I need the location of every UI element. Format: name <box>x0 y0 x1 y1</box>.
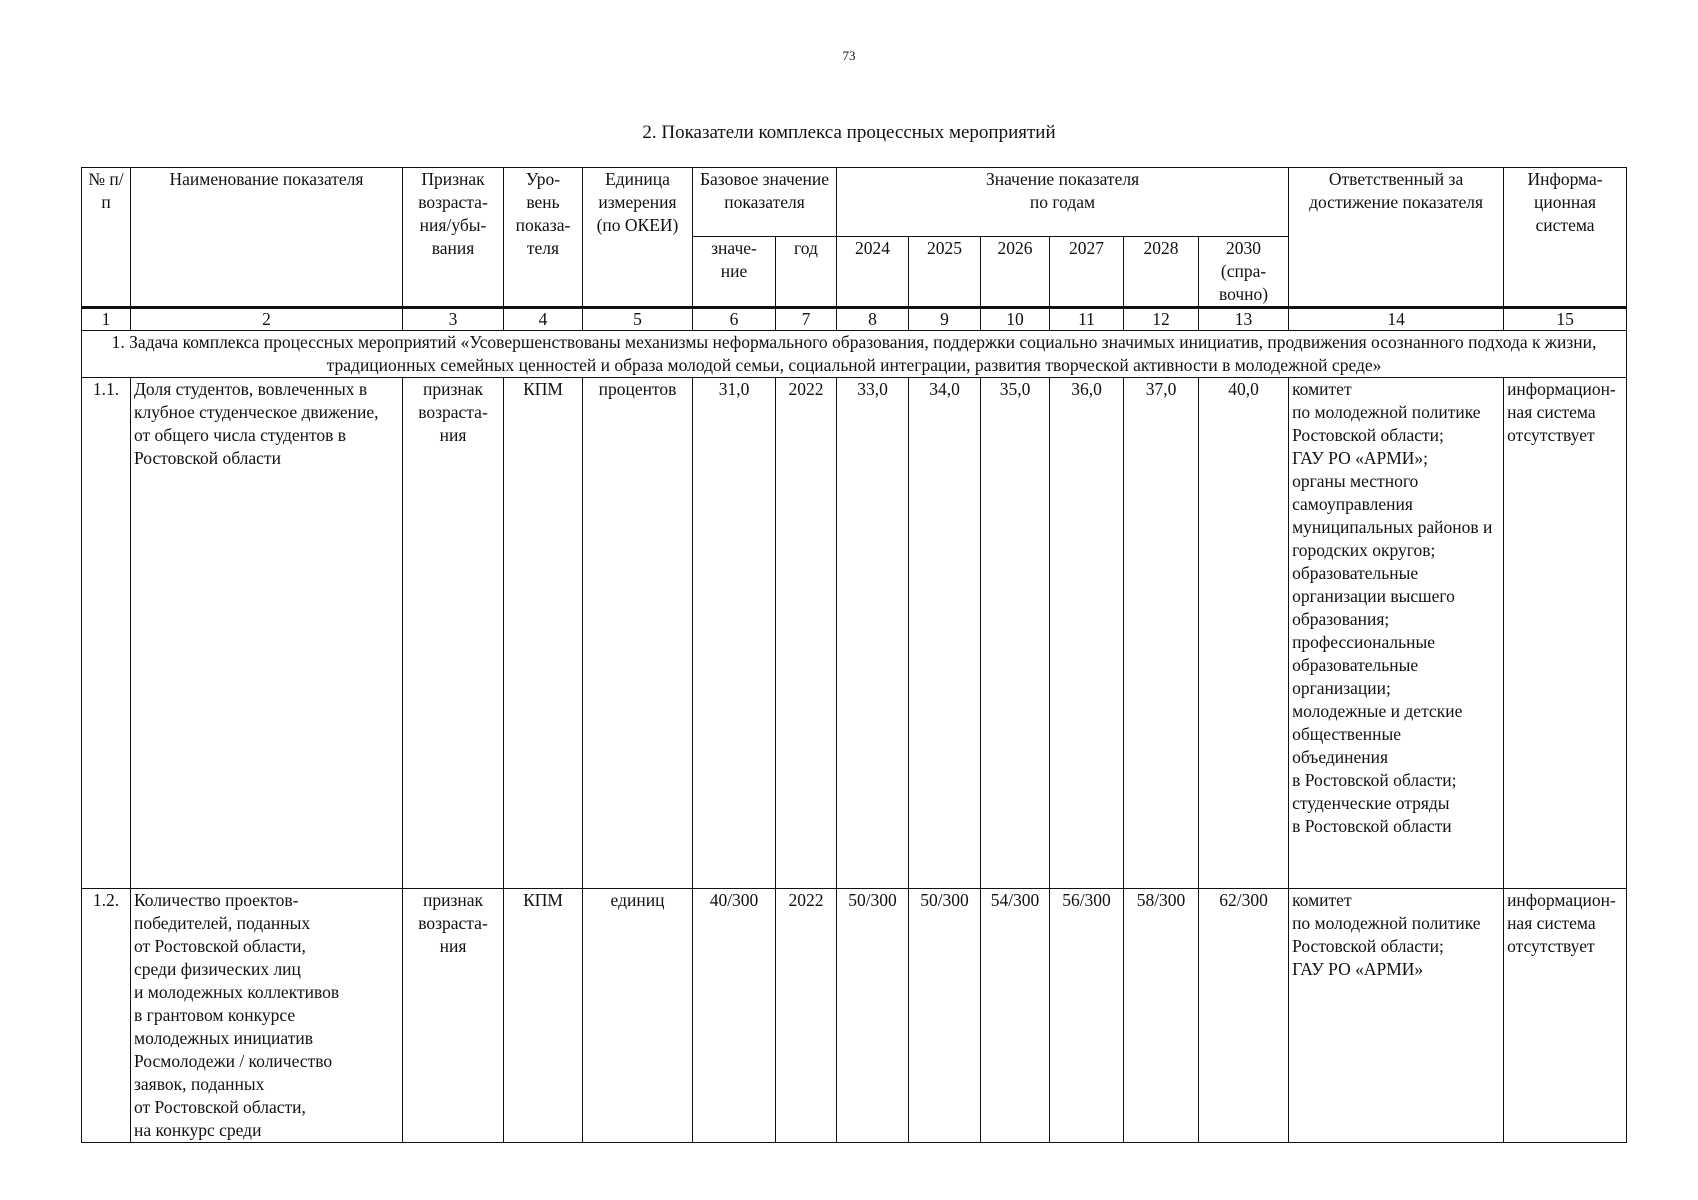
header-base-year: год <box>776 237 837 308</box>
row-unit: процентов <box>583 378 693 889</box>
row-name: Количество проектов- победителей, поданных от Ростовской области, среди физических лиц и молодежных коллективов в грантовом конкурсе молодежных инициатив Росмолодежи / количество заявок, поданных от Ростовской области, на конкурс среди <box>131 889 403 1143</box>
column-number: 9 <box>909 308 981 331</box>
row-value: 40,0 <box>1199 378 1289 889</box>
row-name: Доля студентов, вовлеченных в клубное студенческое движение, от общего числа студентов в Ростовской области <box>131 378 403 889</box>
header-row <box>82 168 1627 237</box>
column-number: 5 <box>583 308 693 331</box>
header-year: 2027 <box>1050 237 1124 308</box>
row-base-value: 31,0 <box>693 378 776 889</box>
column-number: 10 <box>981 308 1050 331</box>
column-number-row <box>82 308 1627 331</box>
header-year: 2025 <box>909 237 981 308</box>
header-unit: Единица измерения (по ОКЕИ) <box>583 168 693 308</box>
row-base-value: 40/300 <box>693 889 776 1143</box>
header-level: Уро- вень показа- теля <box>504 168 583 308</box>
header-year: 2028 <box>1124 237 1199 308</box>
row-num: 1.2. <box>82 889 131 1143</box>
column-number: 15 <box>1504 308 1627 331</box>
row-value: 34,0 <box>909 378 981 889</box>
task-text: 1. Задача комплекса процессных мероприятий «Усовершенствованы механизмы неформального образования, поддержки социально значимых инициатив, продвижения осознанного подхода к жизни, традиционных семейных ценностей и образа молодой семьи, социальной интеграции, развития творческой активности в молодежной среде» <box>82 331 1627 378</box>
header-info-system: Информа- ционная система <box>1504 168 1627 308</box>
row-unit: единиц <box>583 889 693 1143</box>
column-number: 12 <box>1124 308 1199 331</box>
row-sign: признак возраста- ния <box>403 889 504 1143</box>
column-number: 13 <box>1199 308 1289 331</box>
column-number: 2 <box>131 308 403 331</box>
row-level: КПМ <box>504 378 583 889</box>
header-year: 2026 <box>981 237 1050 308</box>
row-num: 1.1. <box>82 378 131 889</box>
header-base: Базовое значение показателя <box>693 168 837 237</box>
row-value: 50/300 <box>909 889 981 1143</box>
row-info-system: информацион- ная система отсутствует <box>1504 889 1627 1143</box>
row-sign: признак возраста- ния <box>403 378 504 889</box>
row-level: КПМ <box>504 889 583 1143</box>
column-number: 8 <box>837 308 909 331</box>
row-responsible: комитет по молодежной политике Ростовской области; ГАУ РО «АРМИ» <box>1289 889 1504 1143</box>
column-number: 11 <box>1050 308 1124 331</box>
header-base-value: значе- ние <box>693 237 776 308</box>
row-value: 50/300 <box>837 889 909 1143</box>
row-value: 62/300 <box>1199 889 1289 1143</box>
header-sign: Признак возраста- ния/убы- вания <box>403 168 504 308</box>
header-responsible: Ответственный за достижение показателя <box>1289 168 1504 308</box>
indicators-table <box>81 167 1627 1143</box>
page-number: 73 <box>842 48 856 63</box>
column-number: 6 <box>693 308 776 331</box>
section-title: 2. Показатели комплекса процессных мероприятий <box>642 122 1056 143</box>
header-values-by-year: Значение показателя по годам <box>837 168 1289 237</box>
task-row <box>82 331 1627 378</box>
row-base-year: 2022 <box>776 378 837 889</box>
table-row <box>82 889 1627 1143</box>
column-number: 4 <box>504 308 583 331</box>
column-number: 3 <box>403 308 504 331</box>
column-number: 14 <box>1289 308 1504 331</box>
row-responsible: комитет по молодежной политике Ростовской области; ГАУ РО «АРМИ»; органы местного самоуправления муниципальных районов и городских округов; образовательные организации высшего образования; профессиональные образовательные организации; молодежные и детские общественные объединения в Ростовской области; студенческие отряды в Ростовской области <box>1289 378 1504 889</box>
header-year-reference: 2030 (спра- вочно) <box>1199 237 1289 308</box>
row-info-system: информацион- ная система отсутствует <box>1504 378 1627 889</box>
header-year: 2024 <box>837 237 909 308</box>
row-value: 33,0 <box>837 378 909 889</box>
row-value: 58/300 <box>1124 889 1199 1143</box>
row-value: 56/300 <box>1050 889 1124 1143</box>
row-value: 37,0 <box>1124 378 1199 889</box>
column-number: 7 <box>776 308 837 331</box>
row-value: 36,0 <box>1050 378 1124 889</box>
column-number: 1 <box>82 308 131 331</box>
header-num: № п/п <box>82 168 131 308</box>
row-value: 35,0 <box>981 378 1050 889</box>
row-value: 54/300 <box>981 889 1050 1143</box>
header-name: Наименование показателя <box>131 168 403 308</box>
row-base-year: 2022 <box>776 889 837 1143</box>
table-row <box>82 378 1627 889</box>
